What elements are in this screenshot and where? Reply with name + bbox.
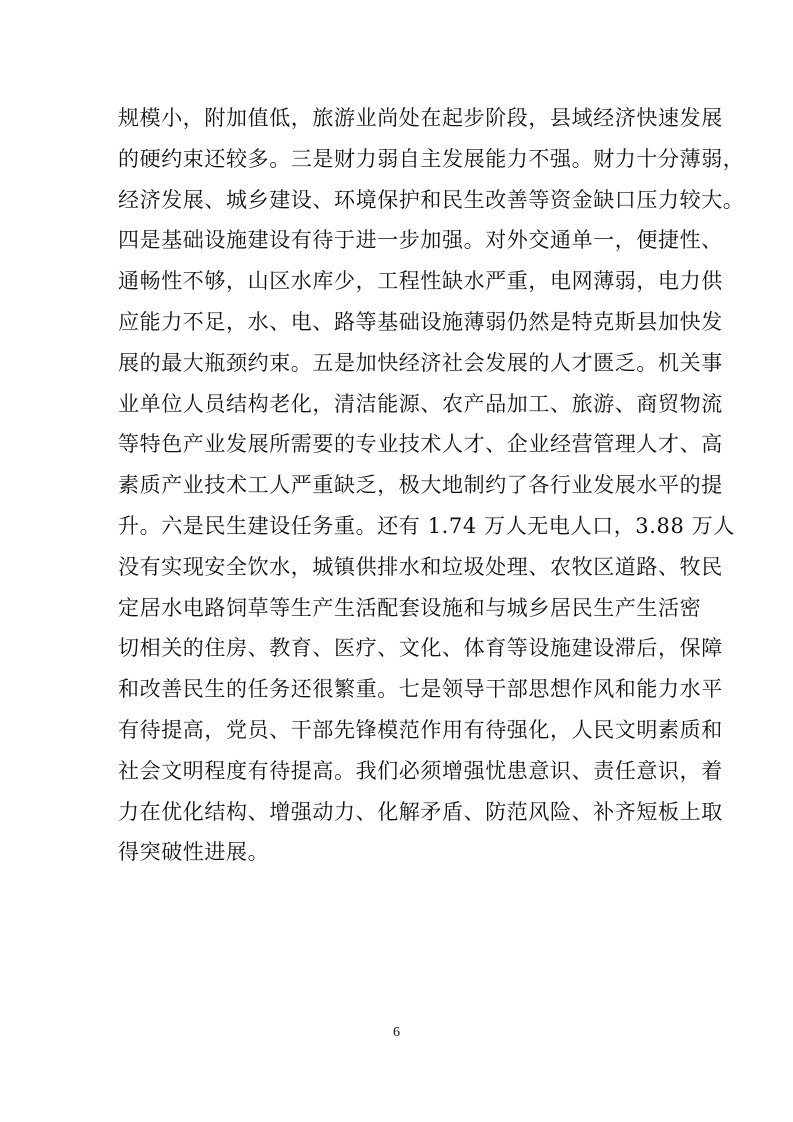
- text-line: 业单位人员结构老化，清洁能源、农产品加工、旅游、商贸物流: [118, 391, 723, 416]
- text-line: 经济发展、城乡建设、环境保护和民生改善等资金缺口压力较大。: [118, 187, 745, 212]
- text-line: 四是基础设施建设有待于进一步加强。对外交通单一，便捷性、: [118, 228, 723, 253]
- text-line: 展的最大瓶颈约束。五是加快经济社会发展的人才匮乏。机关事: [118, 350, 723, 375]
- text-line: 升。六是民生建设任务重。还有 1.74 万人无电人口，3.88 万人: [118, 513, 735, 538]
- text-line: 社会文明程度有待提高。我们必须增强忧患意识、责任意识，着: [118, 758, 723, 783]
- text-line: 规模小，附加值低，旅游业尚处在起步阶段，县域经济快速发展: [118, 106, 723, 130]
- text-line: 切相关的住房、教育、医疗、文化、体育等设施建设滞后，保障: [118, 636, 723, 661]
- text-line: 没有实现安全饮水，城镇供排水和垃圾处理、农牧区道路、牧民: [118, 554, 723, 579]
- text-line: 定居水电路饲草等生产生活配套设施和与城乡居民生产生活密: [118, 595, 702, 620]
- text-line: 得突破性进展。: [118, 840, 270, 865]
- text-line: 的硬约束还较多。三是财力弱自主发展能力不强。财力十分薄弱，: [118, 146, 745, 171]
- page-number: 6: [393, 1025, 400, 1040]
- text-line: 通畅性不够，山区水库少，工程性缺水严重，电网薄弱，电力供: [118, 269, 723, 294]
- text-line: 等特色产业发展所需要的专业技术人才、企业经营管理人才、高: [118, 432, 723, 457]
- text-line: 有待提高，党员、干部先锋模范作用有待强化，人民文明素质和: [118, 717, 723, 742]
- body-text: [118, 98, 745, 873]
- text-line: 素质产业技术工人严重缺乏，极大地制约了各行业发展水平的提: [118, 473, 723, 498]
- text-line: 应能力不足，水、电、路等基础设施薄弱仍然是特克斯县加快发: [118, 309, 723, 334]
- text-line: 和改善民生的任务还很繁重。七是领导干部思想作风和能力水平: [118, 677, 723, 702]
- text-line: 力在优化结构、增强动力、化解矛盾、防范风险、补齐短板上取: [118, 799, 723, 824]
